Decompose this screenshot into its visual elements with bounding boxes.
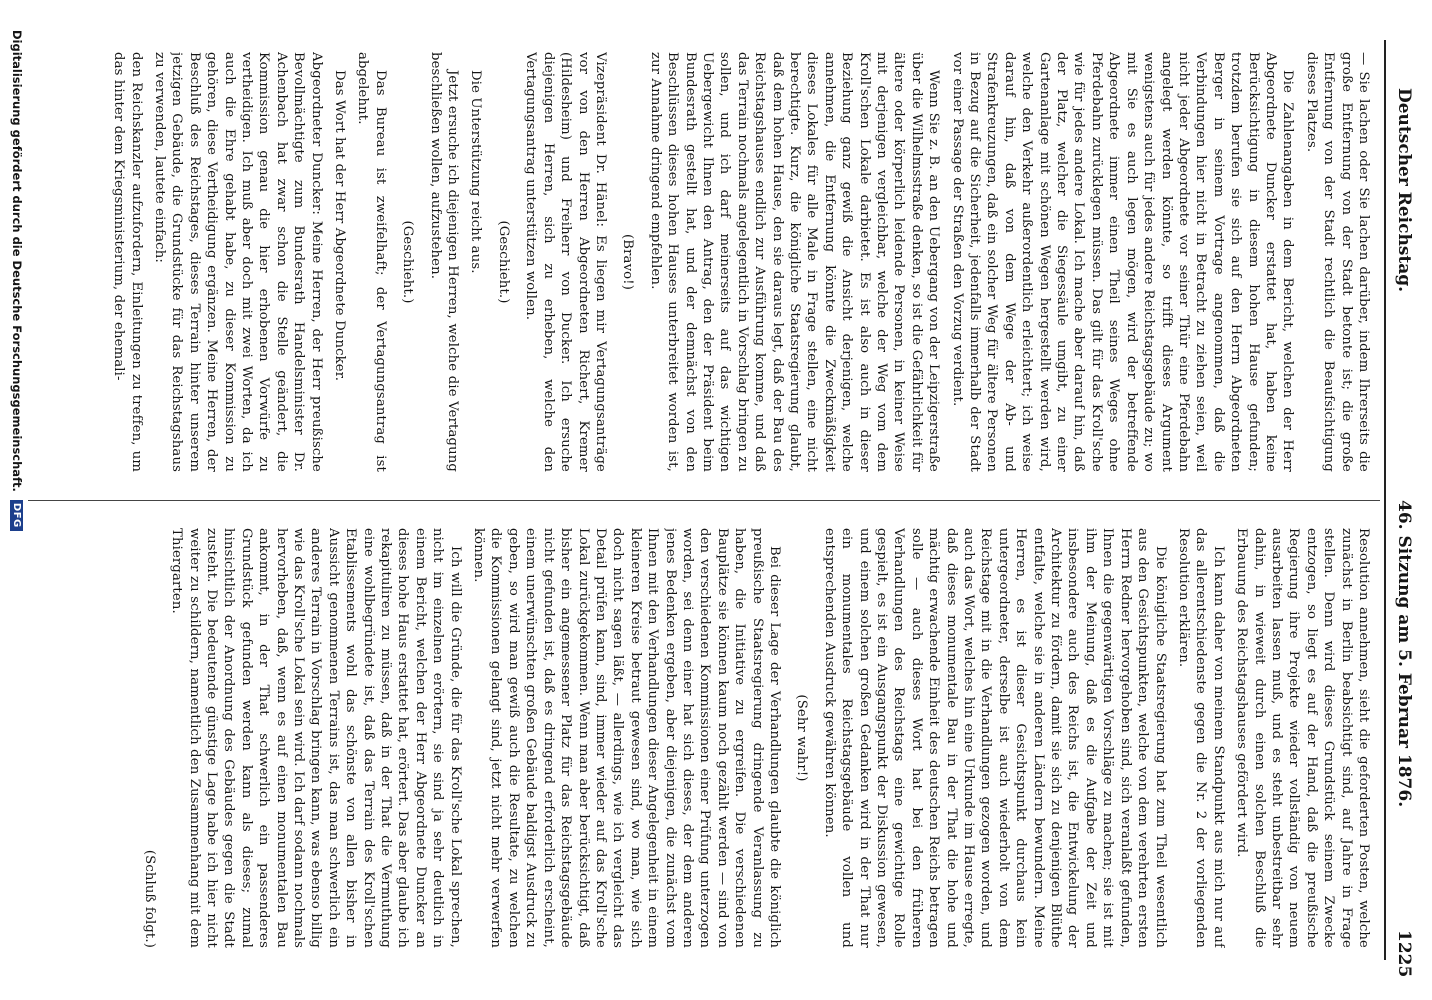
right-column-paragraph: Ich kann daher von meinem Standpunkt aus mich nur auf das allerentschiedenste gegen die Nr. 2 der vorliegenden Resolution erklären. (1175, 528, 1226, 948)
page-number: 1225 (1394, 930, 1414, 978)
left-column-paragraph: Das Bureau ist zweifelhaft; der Vertagungsantrag ist abgelehnt. (355, 52, 388, 472)
left-column-paragraph: Wenn Sie z. B. an den Uebergang von der Leipzigerstraße über die Wilhelmsstraße denken, so ist die Gefährlichkeit für ältere oder körperlich leidende Personen, in keiner Weise mit derjenigen vergleichbar, welche der Weg vom dem Kroll'schen Lokale darbietet. Es ist also auch in dieser Beziehung ganz gewiß die Ansicht derjenigen, welche annehmen, die Entfernung könnte die Zweckmäßigkeit dieses Lokales für alle Male in Frage stellen, eine nicht berechtigte. Kurz, die königliche Staatsregierung glaubt, daß dem hohen Hause, den sie daraus legt, daß der Bau des Reichstagshauses endlich zur Ausführung komme, und daß das Terrain nochmals angelegentlich in Vorschlag bringen zu sollen, und ich darf meinerseits auf das wichtigen Uebergewicht Ihnen den Antrag, den der Präsident beim Bundesrath gestellt hat, und der demnächst von den Beschlüssen dieses hohen Hauses unterbreitet worden ist, zur Annahme dringend empfehlen. (647, 52, 942, 472)
left-column-paragraph: Abgeordneter Duncker: Meine Herren, der Herr preußische Bevollmächtigte zum Bundesrath Handelsminister Dr. Achenbach hat zwar schon die Stelle geändert, die Kommission genau die hier erhobenen Vorwürfe zu vertheidigen. Ich muß aber doch mit zwei Worten, da ich auch die Ehre gehabt habe, zu dieser Kommission zu gehören, diese Vertheidigung ergänzen. Meine Herren, der Beschluß des Reichstages, dieses Terrain hinter unserem jetzigen Gebäude, die Grundstücke für das Reichstagshaus zu verwenden, lautete einfach: (152, 52, 324, 472)
left-column-paragraph: Die Zahlenangaben in dem Bericht, welchen der Herr Abgeordnete Duncker erstattet hat, haben keine Berücksichtigung in diesem hohen Hause gefunden; trotzdem berufen sie sich auf den Herrn Abgeordneten Berger in seinem Vortrage angenommen, daß die Verbindungen hier nicht in Betracht zu ziehen seien, weil nicht jeder Abgeordnete vor seiner Thür eine Pferdebahn angelegt werden könnte, so trifft dieses Argument wenigstens auch für jedes andere Reichstagsgebäude zu; wo mit Sie es auch legen mögen, wird der betreffende Abgeordnete immer einen Theil seines Weges ohne Pferdebahn zurücklegen müssen. Das gilt für das Kroll'sche wie für jedes andere Lokal. Ich mache aber darauf hin, daß der Platz, welcher die Siegessäule umgibt, zu einer Gartenanlage mit schönen Wegen hergestellt werden wird, welche den Verkehr außerordentlich erleichtert; ich weise darauf hin, daß von dem Wege der Ab- und Strafenkreuzungen, daß ein solcher Weg für ältere Personen in Bezug auf die Sicherheit, jedenfalls immerhalb der Stadt vor einer Passage der Straßen den Vorzug verdient. (949, 52, 1296, 472)
dfg-logo: DFG (11, 500, 24, 531)
right-column-paragraph: Resolution annehmen, sieht die geforderten Posten, welche zunächst in Berlin beabsichtigt sind, auf Jahre in Frage stellen. Denn wird dieses Grundstück seinem Zwecke entzogen, so liegt es auf der Hand, daß die preußische Regierung ihre Projekte wieder vollständig von neuem ausarbeiten lassen muß, und es steht unbestreitbar sehr dahin, in wieweit durch einen solchen Beschluß die Erbauung des Reichstagshauses gefördert wird. (1234, 528, 1371, 948)
left-column-paragraph: Das Wort hat der Herr Abgeordnete Duncker. (332, 70, 348, 382)
right-column-paragraph: (Schluß folgt.) (141, 849, 157, 948)
left-column-paragraph: (Geschieht.) (495, 220, 511, 304)
right-column-paragraph: (Sehr wahr!) (794, 694, 810, 782)
right-column-paragraph: Ich will die Gründe, die für das Kroll'sche Lokal sprechen, nicht im einzelnen erörtern, sie sind ja sehr deutlich in einem Bericht, welchen der Herr Abgeordnete Duncker an dieses hohe Haus erstattet hat, erörtert. Das aber glaube ich rekapituliren zu müssen, daß in der That die Vermuthung eine wohlbegründete ist, daß das Terrain des Kroll'schen Etablissements wohl das schönste von allen bisher in Aussicht genommenen Terrains ist, das man schwerlich ein anderes Terrain in Vorschlag bringen kann, was ebenso billig wie das Kroll'sche Lokal sein wird. Ich darf sodann nochmals hervorheben, daß, wenn es auf einen monumentalen Bau ankommt, in der That schwerlich ein passenderes Grundstück gefunden werden kann als dieses; zumal hinsichtlich der Anordnung des Gebäudes gegen die Stadt zusteht. Die bedeutende günstige Lage habe ich hier nicht weiter zu schildern, namentlich den Zusammenhang mit dem Thiergarten. (169, 528, 463, 948)
left-column (32, 52, 1372, 472)
digitization-footer (10, 30, 24, 970)
left-column-paragraph: (Geschieht.) (400, 220, 416, 304)
column-divider (28, 500, 1380, 501)
running-header-title: Deutscher Reichstag. (1394, 88, 1414, 293)
left-column-paragraph: den Reichskanzler aufzufordern, Einleitungen zu treffen, um das hinter dem Kriegsministerium, der ehemali- (111, 52, 144, 472)
footer-text: Digitalisierung gefördert durch die Deutsche Forschungsgemeinschaft. (10, 30, 24, 492)
left-column-paragraph: Vizepräsident Dr. Hänel: Es liegen mir Vertagungsanträge vor von den Herren Abgeordneten Richert, Kremer (Hildesheim) und Freiherr von Ducker. Ich ersuche diejenigen Herren, sich zu erheben, welche den Vertagungsantrag unterstützen wollen. (523, 52, 608, 472)
right-column-paragraph: Die königliche Staatsregierung hat zum Theil wesentlich aus den Gesichtspunkten, welche von dem verehrten ersten Herrn Redner hervorgehoben sind, sich veranlaßt gefunden, Ihnen die gegenwärtigen Vorschläge zu machen; sie ist mit ihm der Meinung, daß es die Aufgabe der Zeit und insbesondere auch des Reichs ist, die Entwickelung der Architektur zu fördern, damit sie sich zu denjenigen Blüthe entfalte, welche sie in anderen Ländern bewundern. Meine Herren, es ist dieser Gesichtspunkt durchaus kein untergeordneter, derselbe ist auch wiederholt von dem Reichstage mit in die Verhandlungen gezogen worden, und auch das Wort, welches hin eine Urkunde im Hause erregte, daß dieses monumentale Bau in der That die hohe und mächtig erwachende Einheit des deutschen Reichs betragen solle — auch dieses Wort hat bei den früheren Verhandlungen des Reichstags eine gewichtige Rolle gespielt, es ist ein Ausgangspunkt der Diskussion gewesen, und einem solchen großen Gedanken wird in der That nur ein monumentales Reichstagsgebäude vollen und entsprechenden Ausdruck gewähren können. (821, 528, 1168, 948)
header-rule (1384, 40, 1386, 960)
running-header-session: 46. Sitzung am 5. Februar 1876. (1394, 500, 1414, 808)
left-column-paragraph: Jetzt ersuche ich diejenigen Herren, welche die Vertagung beschließen wollen, aufzustehen. (427, 52, 461, 472)
left-column-paragraph: — Sie lachen oder Sie lachen darüber, indem Ihrerseits die große Entfernung von der Stadt betonte ist; die große Entfernung von der Stadt rechtlich die Beaufsichtigung dieses Platzes. (1303, 52, 1371, 472)
right-column (32, 528, 1372, 948)
left-column-paragraph: Die Unterstützung reicht aus. (468, 70, 484, 274)
right-column-paragraph: Bei dieser Lage der Verhandlungen glaubte die königlich preußische Staatsregierung dringende Veranlassung zu haben, die Initiative zu ergreifen. Die verschiedenen Bauplätze sie können kaum noch gezählt werden — sind von den verschiedenen Kommissionen einer Prüfung unterzogen worden, sei denn einer hat sich dieses, der dem anderen jenes Bedenken ergeben, aber diejenigen, die zunächst vom Ihnen mit den Verhandlungen dieser Angelegenheit in einem kleineren Kreise betraut gewesen sind, wo man, wie sich doch nicht sagen läßt, — allerdings, wie ich vergleicht das Detail prüfen kann, sind, immer wieder auf das Kroll'sche Lokal zurückgekommen. Wenn man aber berücksichtigt, daß bisher ein angemessener Platz für das Reichstagsgebäude nicht gefunden ist, daß es dringend erforderlich erscheint, einem unerwünschten großen Gebäude baldigst Ausdruck zu geben, so wird man gewiß auch die Resultate, zu welchen die Kommissionen gelangt sind, jetzt nicht mehr verwerfen können. (471, 528, 782, 948)
left-column-paragraph: (Bravo!) (620, 233, 636, 291)
